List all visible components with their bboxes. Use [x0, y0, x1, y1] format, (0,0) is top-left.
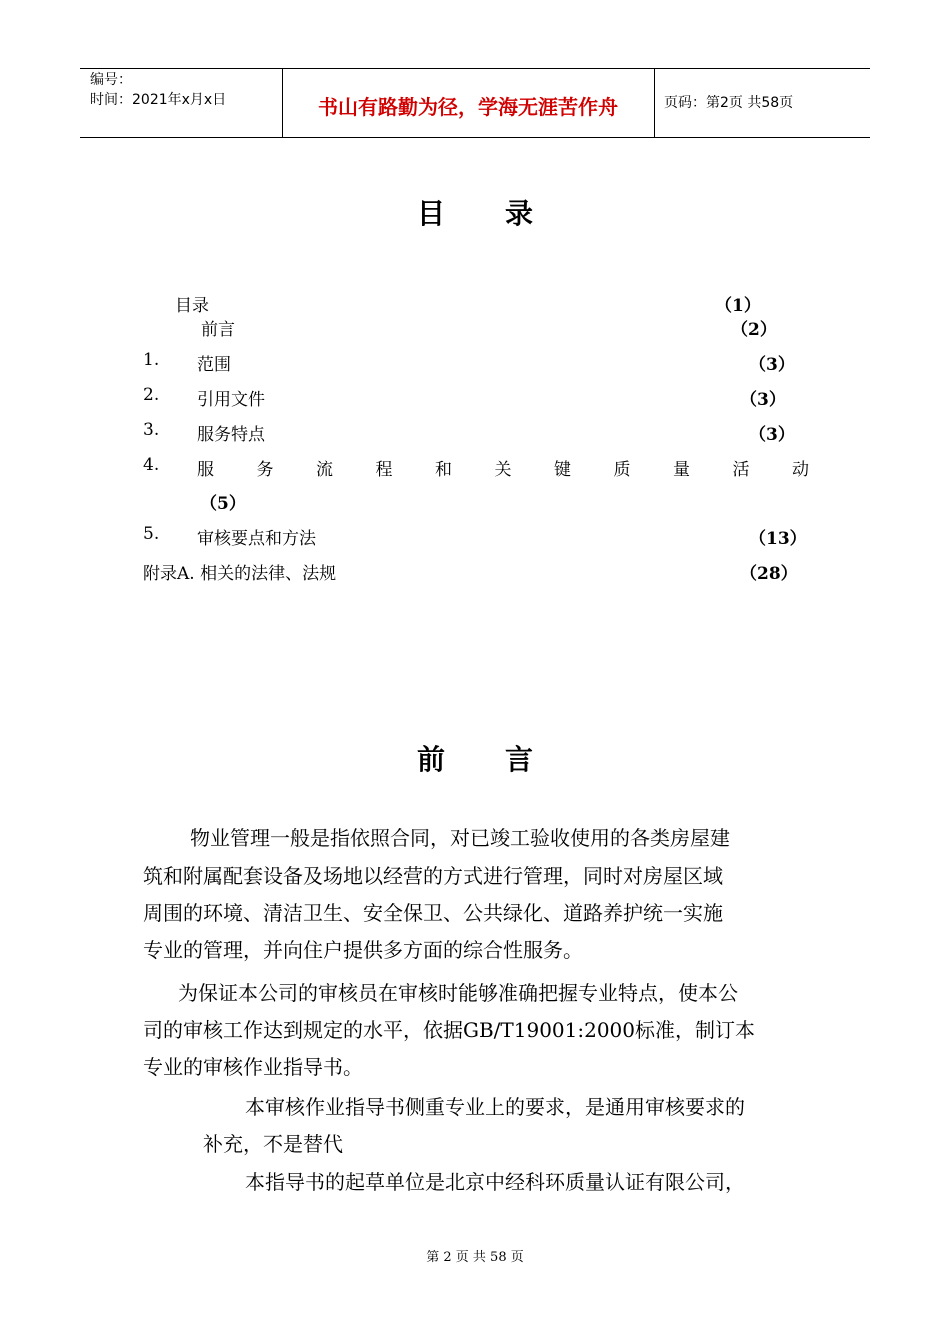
header-page-cell: [654, 69, 870, 137]
preface-title: 前言: [416, 743, 593, 776]
paragraph-line: 为保证本公司的审核员在审核时能够准确把握专业特点，使本公: [178, 981, 738, 1005]
toc-entry-label: 引用文件: [197, 390, 265, 410]
paragraph-line: 物业管理一般是指依照合同，对已竣工验收使用的各类房屋建: [190, 826, 730, 850]
paragraph-line: 本指导书的起草单位是北京中经科环质量认证有限公司，: [245, 1170, 745, 1194]
toc-entry-label: 范围: [197, 355, 231, 375]
toc-entry-char: 键: [554, 460, 571, 480]
toc-entry-page: （3）: [740, 390, 786, 410]
toc-entry-char: 和: [435, 460, 452, 480]
paragraph-line: 专业的审核作业指导书。: [143, 1055, 363, 1079]
page-header: [80, 68, 870, 138]
paragraph-line: 筑和附属配套设备及场地以经营的方式进行管理，同时对房屋区域: [143, 864, 723, 888]
time-label: 时间：2021年x月x日: [90, 92, 227, 108]
motto: 书山有路勤为径，学海无涯苦作舟: [318, 95, 618, 119]
toc-entry-page: （2）: [731, 320, 777, 340]
toc-entry-page: （5）: [200, 494, 246, 514]
toc-entry-char: 动: [792, 460, 809, 480]
toc-entry-char: 流: [316, 460, 333, 480]
toc-entry-number: 5.: [143, 524, 160, 544]
toc-entry-label: 服务特点: [197, 425, 265, 445]
header-info-cell: [80, 69, 283, 137]
toc-entry-label[interactable]: 目录: [175, 296, 209, 316]
paragraph-line: 本审核作业指导书侧重专业上的要求，是通用审核要求的: [245, 1095, 745, 1119]
paragraph-line: 司的审核工作达到规定的水平，依据GB/T19001:2000标准，制订本: [143, 1018, 756, 1042]
toc-entry-page: （28）: [740, 564, 798, 584]
page-indicator: 页码：第2页 共58页: [664, 95, 794, 111]
toc-entry-label: [197, 455, 809, 480]
toc-entry-char: 活: [732, 460, 750, 480]
toc-entry-page: （1）: [715, 296, 761, 316]
toc-entry-label[interactable]: 前言: [201, 320, 235, 340]
toc-title: 目录: [416, 197, 593, 230]
toc-entry-page: （3）: [749, 355, 795, 375]
toc-entry-number: 3.: [143, 420, 160, 440]
header-motto-cell: [282, 69, 655, 137]
toc-entry-char: 量: [673, 460, 690, 480]
paragraph-line: 补充，不是替代: [203, 1132, 343, 1156]
toc-entry-char: 程: [375, 460, 393, 480]
toc-entry-page: （13）: [749, 529, 807, 549]
toc-entry-char: 质: [613, 460, 631, 480]
toc-entry-number: 1.: [143, 350, 160, 370]
toc-entry-char: 服: [197, 460, 214, 480]
paragraph-line: 周围的环境、清洁卫生、安全保卫、公共绿化、道路养护统一实施: [143, 901, 723, 925]
toc-entry-char: 务: [256, 460, 274, 480]
serial-label: 编号：: [90, 72, 132, 88]
page-footer: 第 2 页 共 58 页: [426, 1250, 524, 1265]
toc-entry-number: 4.: [143, 455, 160, 475]
toc-entry-number: 2.: [143, 385, 160, 405]
paragraph-line: 专业的管理，并向住户提供多方面的综合性服务。: [143, 938, 583, 962]
toc-entry-label: 附录A. 相关的法律、法规: [143, 564, 337, 584]
toc-entry-label: 审核要点和方法: [197, 529, 316, 549]
toc-entry-char: 关: [494, 460, 512, 480]
toc-entry-page: （3）: [749, 425, 795, 445]
